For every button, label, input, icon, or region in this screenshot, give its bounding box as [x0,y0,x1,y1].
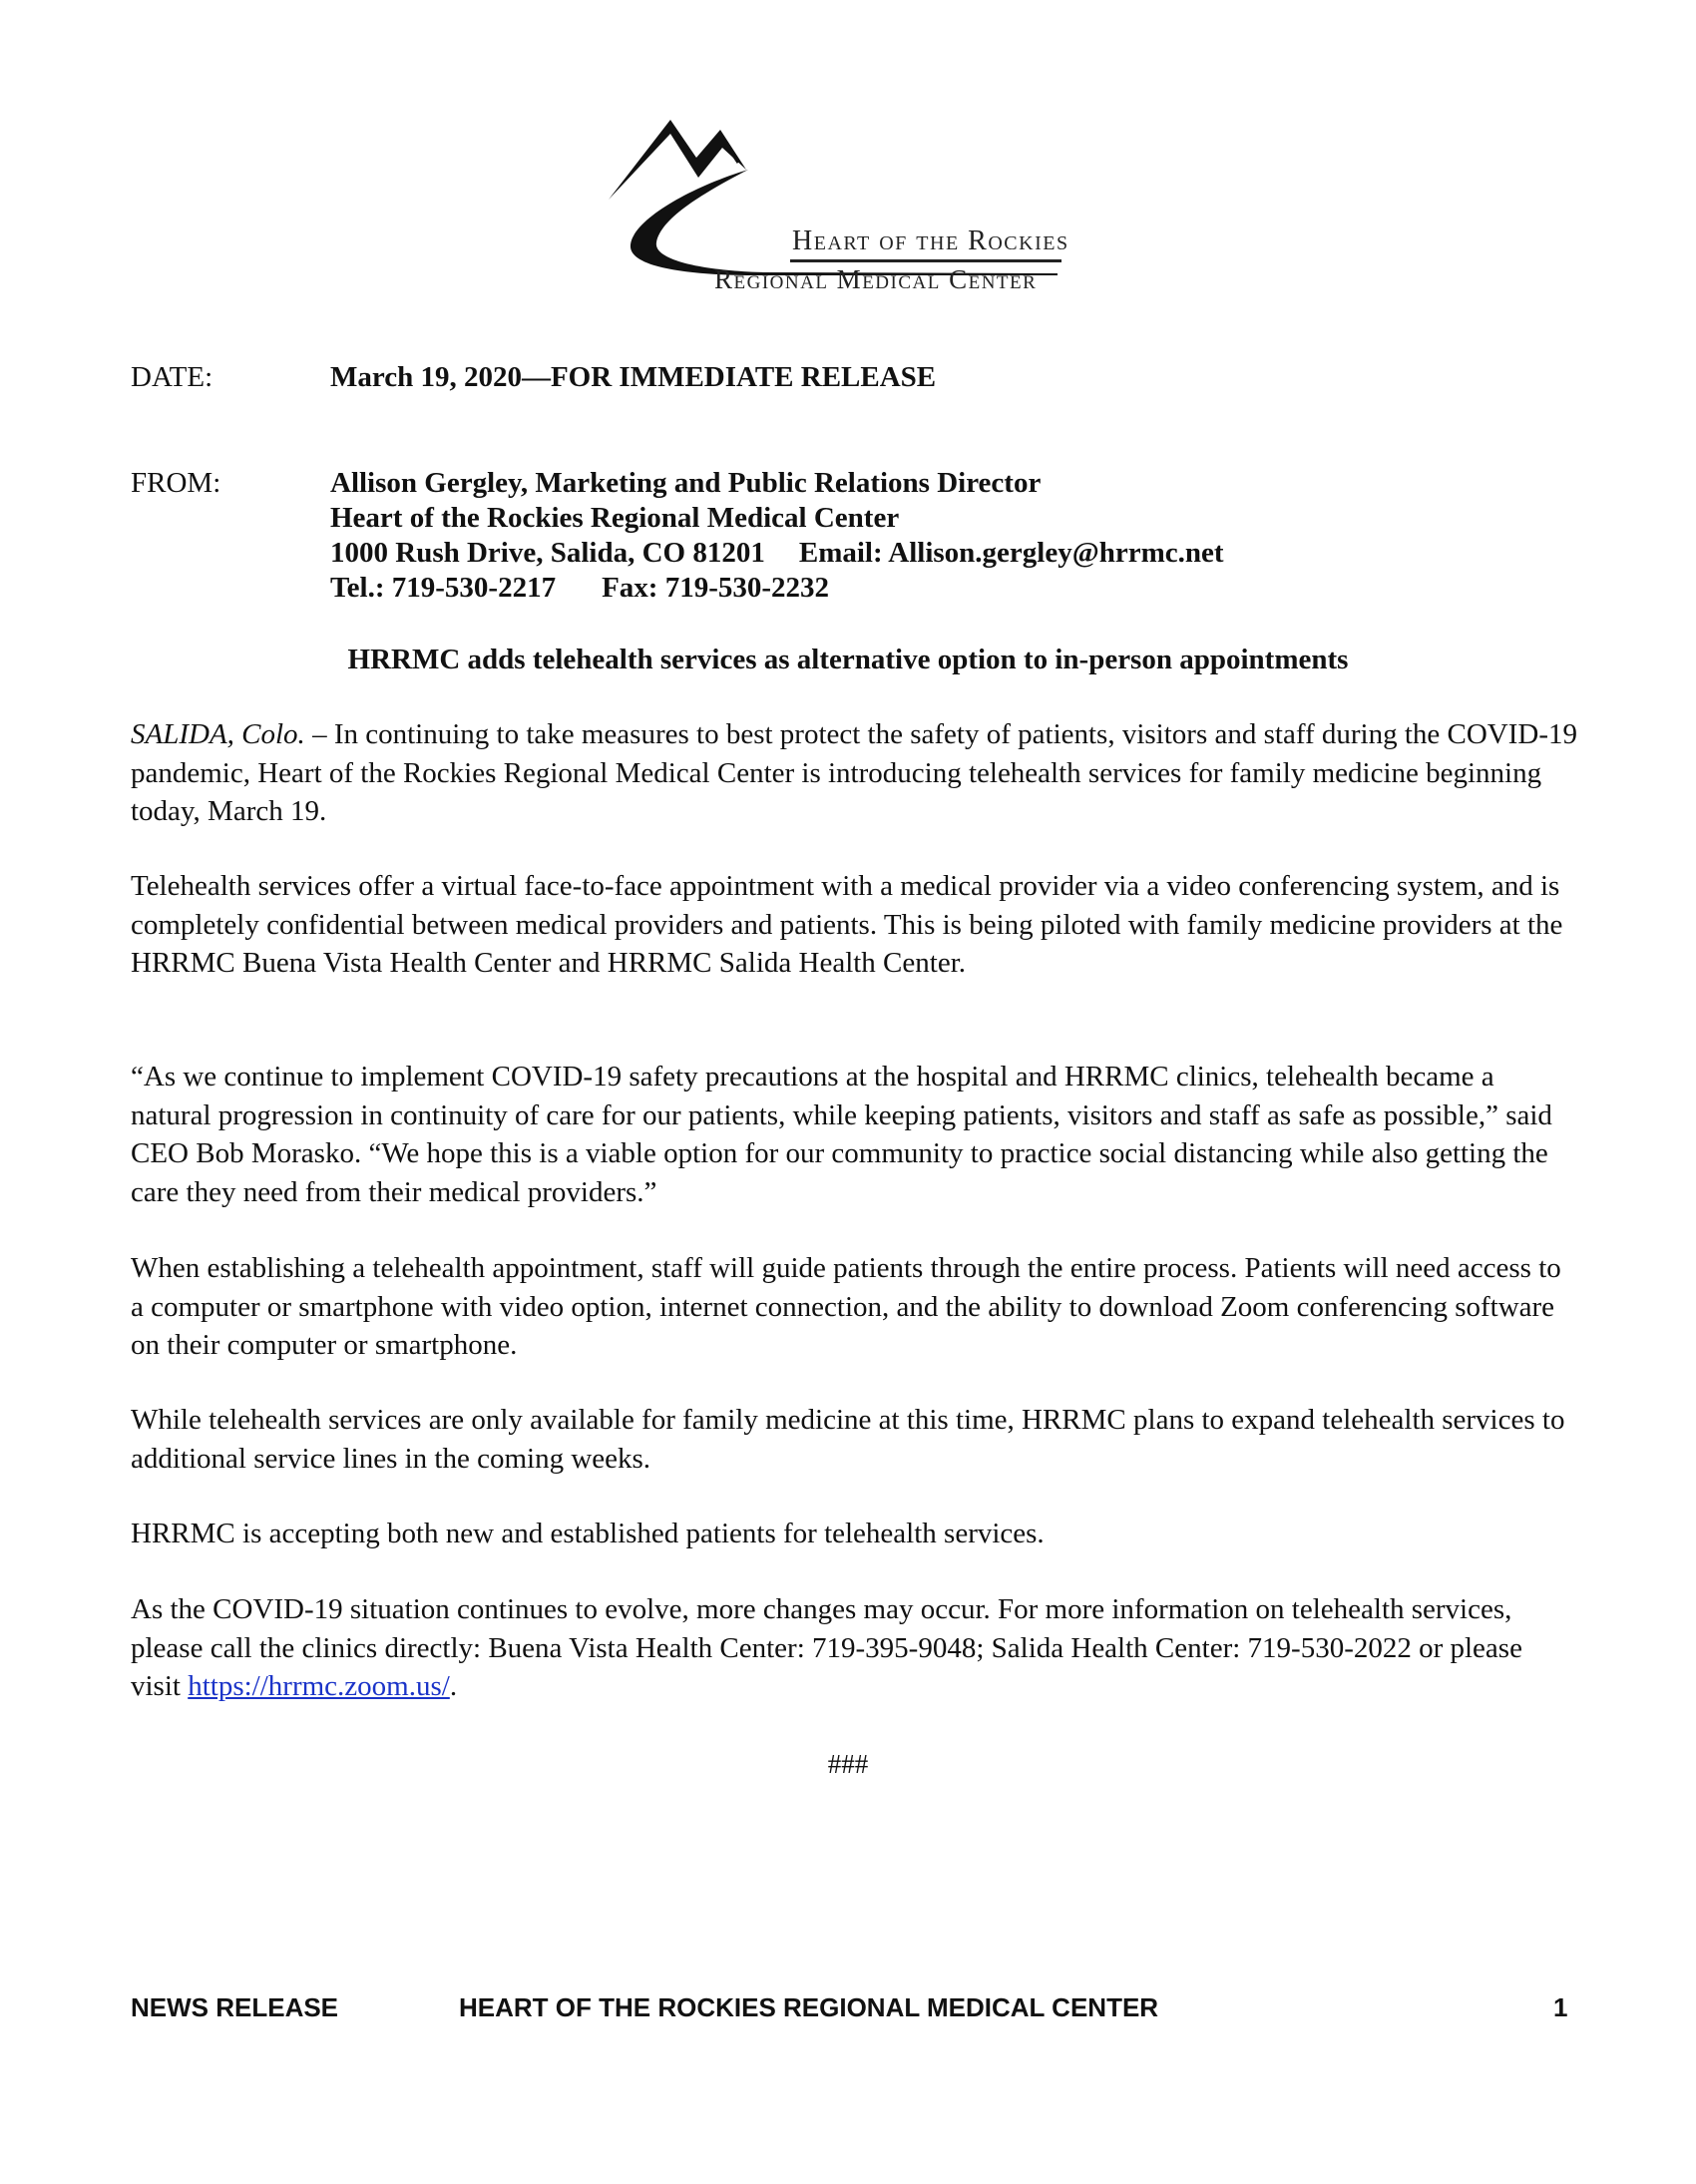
dateline: SALIDA, Colo. [131,718,305,750]
paragraph-5: While telehealth services are only available for family medicine at this time, HRRMC plans to expand telehealth services to additional service lines in the coming weeks. [131,1404,1565,1475]
paragraph-4: When establishing a telehealth appointment, staff will guide patients through the entire process. Patients will need access to a computer or smartphone with video option, internet connection, and the ability to download Zoom conferencing software on their computer or smartphone. [131,1252,1561,1361]
date-value: March 19, 2020—FOR IMMEDIATE RELEASE [330,361,937,393]
date-label: DATE: [131,361,213,393]
from-tel: Tel.: 719-530-2217 [330,572,557,604]
from-phone-line [330,572,829,605]
paragraph-2: Telehealth services offer a virtual face-to-face appointment with a medical provider via a video conferencing system, and is completely confidential between medical providers and patients. This is being piloted with family medicine providers at the HRRMC Buena Vista Health Center and HRRMC Salida Health Center. [131,870,1563,979]
from-email: Email: Allison.gergley@hrrmc.net [798,537,1224,569]
release-headline: HRRMC adds telehealth services as alternative option to in-person appointments [347,644,1349,675]
paragraph-3-quote: “As we continue to implement COVID-19 safety precautions at the hospital and HRRMC clinics, telehealth became a natural progression in continuity of care for our patients, while keeping patients, visitors and staff as safe as possible,” said CEO Bob Morasko. “We hope this is a viable option for our community to practice social distancing while also getting the care they need from their medical providers.” [131,1061,1552,1208]
from-name: Allison Gergley, Marketing and Public Relations Director [330,467,1042,499]
zoom-link[interactable]: https://hrrmc.zoom.us/ [188,1670,450,1702]
end-mark: ### [827,1749,869,1779]
paragraph-7-end: . [449,1670,458,1702]
paragraph-1-text: – In continuing to take measures to best protect the safety of patients, visitors and staff during the COVID-19 pandemic, Heart of the Rockies Regional Medical Center is introducing telehealth services for family medicine beginning today, March 19. [131,718,1577,827]
from-label: FROM: [131,467,221,499]
from-org: Heart of the Rockies Regional Medical Center [330,502,900,534]
hrrmc-logo [599,108,1097,297]
paragraph-7-text: As the COVID-19 situation continues to evolve, more changes may occur. For more information on telehealth services, please call the clinics directly: Buena Vista Health Center: 719-395-9048; Salida Health Center: 719-530-2022 or please visit [131,1593,1522,1702]
footer-org-name: HEART OF THE ROCKIES REGIONAL MEDICAL CENTER [459,1992,1159,2022]
paragraph-7 [131,1590,1577,1706]
paragraph-6: HRRMC is accepting both new and established patients for telehealth services. [131,1518,1045,1549]
from-address-line [330,537,1224,570]
from-address: 1000 Rush Drive, Salida, CO 81201 [330,537,765,569]
footer-news-release: NEWS RELEASE [131,1992,339,2022]
paragraph-1 [131,715,1577,831]
footer-page-number: 1 [1553,1992,1568,2022]
logo-text-line1: Heart of the Rockies [792,225,1069,256]
from-fax: Fax: 719-530-2232 [602,572,830,604]
logo-text-line2: Regional Medical Center [714,264,1038,294]
